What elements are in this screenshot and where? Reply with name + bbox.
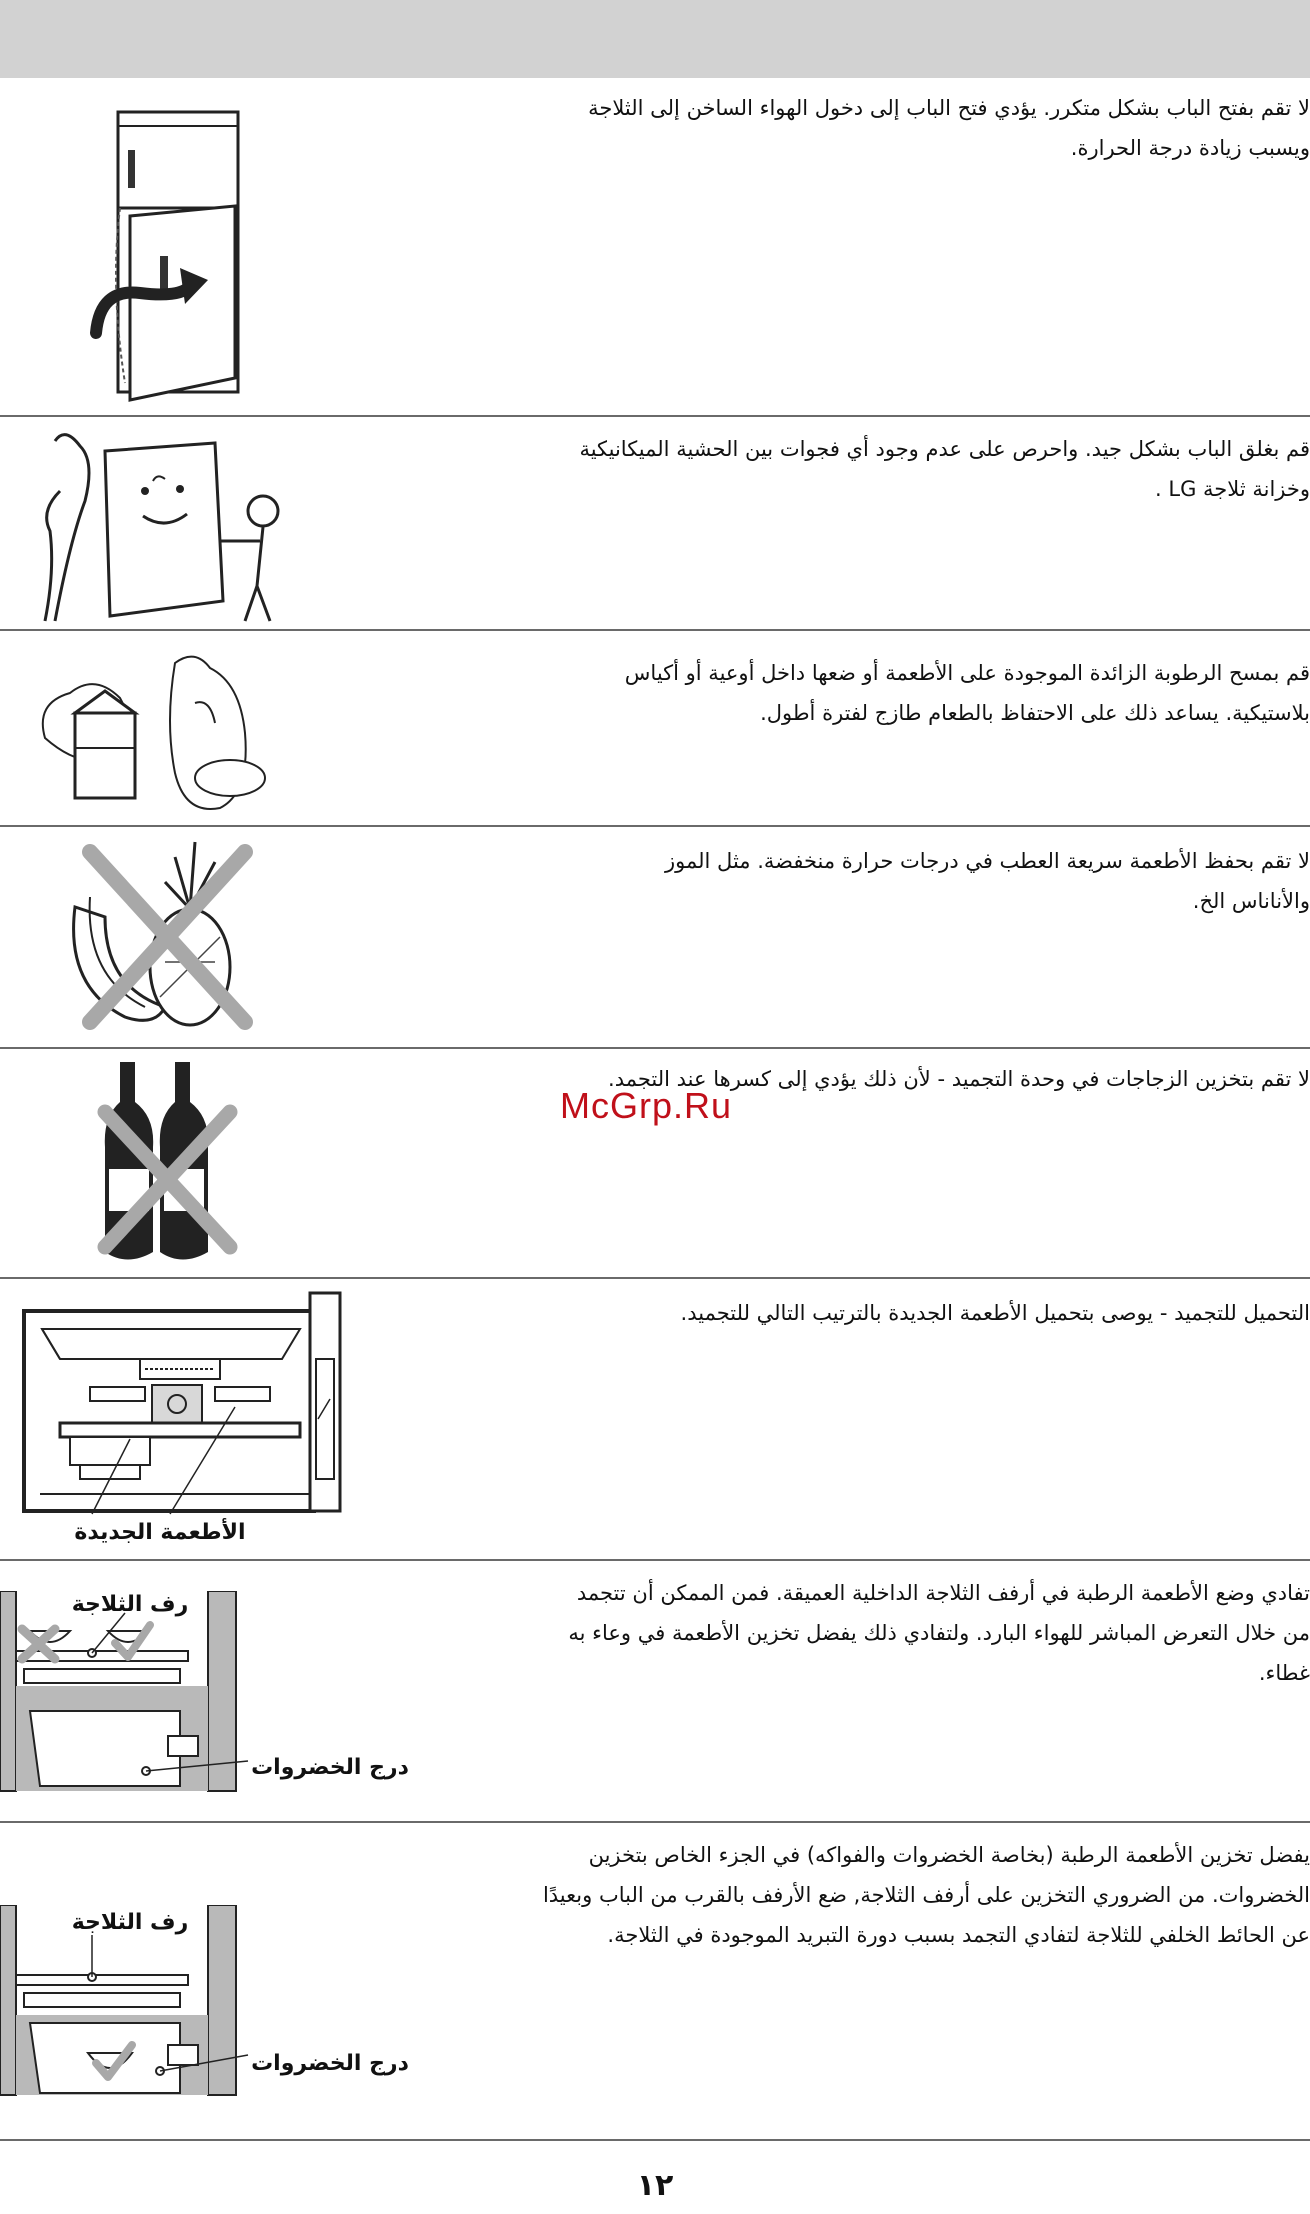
text-line: بلاستيكية. يساعد ذلك على الاحتفاظ بالطعام طازج لفترة أطول. (760, 701, 1310, 725)
section-text (350, 653, 1310, 733)
text-line: لا تقم بحفظ الأطعمة سريعة العطب في درجات حرارة منخفضة. مثل الموز (665, 849, 1310, 873)
vegetable-drawer-label: درج الخضروات (251, 1755, 409, 1780)
bottles-crossed-illustration (95, 1057, 245, 1269)
new-food-label: الأطعمة الجديدة (74, 1520, 246, 1545)
text-line: تفادي وضع الأطعمة الرطبة في أرفف الثلاجة الداخلية العميقة. فمن الممكن أن تتجمد (576, 1581, 1310, 1605)
freezer-interior-illustration (20, 1289, 345, 1554)
text-line: لا تقم بفتح الباب بشكل متكرر. يؤدي فتح الباب إلى دخول الهواء الساخن إلى الثلاجة (588, 96, 1310, 120)
text-line: يفضل تخزين الأطعمة الرطبة (بخاصة الخضروات والفواكه) في الجزء الخاص بتخزين (588, 1843, 1310, 1867)
fridge-open-door-illustration (80, 108, 260, 408)
text-line: الخضروات. من الضروري التخزين على أرفف الثلاجة, ضع الأرفف بالقرب من الباب وبعيدًا (542, 1883, 1310, 1907)
text-line: قم بمسح الرطوبة الزائدة الموجودة على الأطعمة أو ضعها داخل أوعية أو أكياس (624, 661, 1310, 685)
food-wrapping-illustration (25, 643, 305, 818)
section-close-door (0, 417, 1310, 629)
section-text (350, 1293, 1310, 1333)
watermark: McGrp.Ru (560, 1085, 733, 1126)
vegetable-drawer-label: درج الخضروات (251, 2051, 409, 2076)
fridge-shelf-label: رف الثلاجة (71, 1910, 189, 1935)
section-text (350, 841, 1310, 921)
person-closing-fridge-illustration (25, 421, 295, 626)
text-line: قم بغلق الباب بشكل جيد. واحرص على عدم وجود أي فجوات بين الحشية الميكانيكية (579, 437, 1310, 461)
section-perishable-fruit (0, 827, 1310, 1047)
section-door-opening (0, 80, 1310, 415)
section-text (350, 1059, 1310, 1099)
page-number: ١٢ (636, 2168, 674, 2203)
fridge-shelf-label: رف الثلاجة (71, 1592, 189, 1617)
section-wipe-moisture (0, 631, 1310, 825)
shelf-vegetable-drawer-illustration (0, 1591, 410, 1801)
section-divider (0, 2139, 1310, 2141)
text-line: ويسبب زيادة درجة الحرارة. (1070, 136, 1310, 160)
shelf-vegetable-drawer-illustration (0, 1905, 410, 2105)
text-line: وخزانة ثلاجة LG . (1155, 477, 1310, 501)
section-text (350, 88, 1310, 168)
section-text (350, 1573, 1310, 1693)
section-bottles-freezer (0, 1049, 1310, 1277)
text-line: التحميل للتجميد - يوصى بتحميل الأطعمة الجديدة بالترتيب التالي للتجميد. (680, 1301, 1310, 1325)
text-line: عن الحائط الخلفي للثلاجة لتفادي التجمد بسبب دورة التبريد الموجودة في الثلاجة. (607, 1923, 1310, 1947)
banana-pineapple-crossed-illustration (65, 837, 265, 1037)
section-text (350, 429, 1310, 509)
section-vegetable-drawer (0, 1823, 1310, 2139)
text-line: والأناناس الخ. (1192, 889, 1310, 913)
text-line: غطاء. (1258, 1661, 1310, 1685)
header-bar (0, 0, 1310, 78)
section-text (350, 1835, 1310, 1955)
section-avoid-deep-shelves (0, 1561, 1310, 1821)
text-line: لا تقم بتخزين الزجاجات في وحدة التجميد - لأن ذلك يؤدي إلى كسرها عند التجمد. (608, 1067, 1310, 1091)
text-line: من خلال التعرض المباشر للهواء البارد. ولتفادي ذلك يفضل تخزين الأطعمة في وعاء به (568, 1621, 1310, 1645)
section-loading-freezer (0, 1279, 1310, 1559)
